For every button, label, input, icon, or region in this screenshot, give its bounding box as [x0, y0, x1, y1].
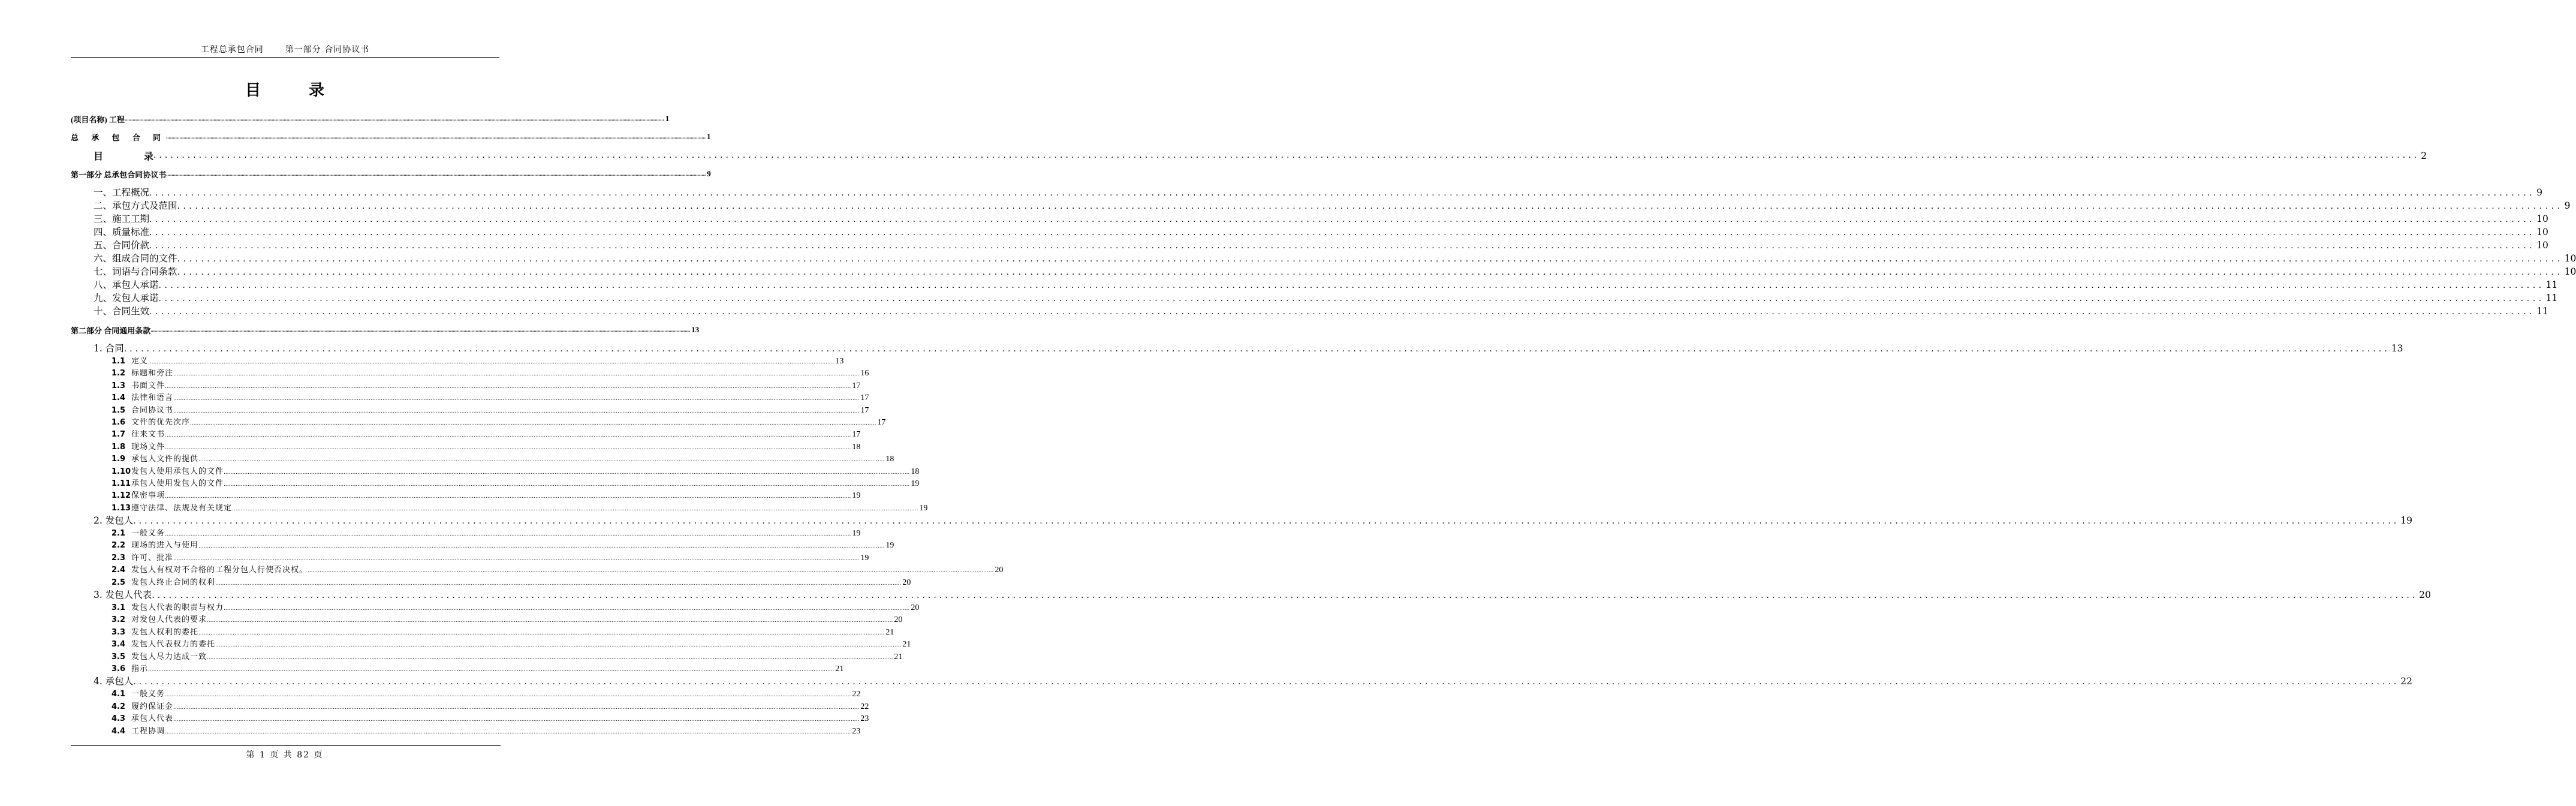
toc-page-number: 2 — [2421, 149, 2427, 161]
toc-entry-subsection[interactable] — [71, 650, 903, 662]
toc-entry-label: 4. 承包人 — [94, 676, 134, 687]
toc-entry-text: 承包人代表 — [131, 714, 174, 724]
header-rule — [71, 57, 499, 58]
toc-page-number: 10 — [2536, 213, 2548, 224]
toc-leader-dots: ................................................................................................................................................................................................................................................................................................................................................................................................................ — [149, 307, 2536, 317]
toc-entry-text: 合同协议书 — [131, 405, 174, 415]
toc-entry-part1-item[interactable] — [71, 199, 2571, 212]
toc-page-number: 10 — [2536, 227, 2548, 237]
toc-page-number: 20 — [894, 615, 903, 625]
toc-entry-text: 许可、批准 — [131, 553, 174, 563]
toc-entry-number: 1.4 — [112, 393, 126, 403]
toc-entry-number: 1.2 — [112, 369, 126, 378]
toc-leader-dots: ................................................................................................................................................................................................................................................................................................................................................................................................................ — [148, 666, 834, 673]
toc-entry-number: 3.6 — [112, 664, 126, 673]
toc-entry-subsection[interactable] — [71, 712, 869, 724]
toc-entry-contents[interactable] — [71, 146, 2427, 165]
toc-entry-label — [112, 650, 207, 661]
toc-page-number: 22 — [852, 690, 861, 699]
toc-entry-subsection[interactable] — [71, 465, 920, 477]
toc-entry-label — [112, 563, 308, 575]
toc-leader-dots: ................................................................................................................................................................................................................................................................................................................................................................................................................ — [215, 642, 902, 649]
toc-leader-dots: ................................................................................................................................................................................................................................................................................................................................................................................................................ — [149, 188, 2536, 198]
toc-entry-part1-item[interactable] — [71, 264, 2576, 278]
header-doc-title: 工程总承包合同 — [200, 45, 264, 55]
toc-entry-text: 法律和语言 — [131, 393, 174, 403]
toc-entry-subsection[interactable] — [71, 563, 1004, 575]
toc-entry-text: 遵守法律、法规及有关规定 — [131, 503, 233, 513]
toc-entry-number: 1.1 — [112, 357, 126, 366]
toc-page-number: 11 — [2536, 306, 2548, 317]
toc-entry-text: 一般义务 — [131, 690, 165, 699]
toc-page-number: 19 — [852, 491, 861, 501]
toc-entry-text: 发包人权利的委托 — [131, 627, 199, 637]
toc-leader-dots: ................................................................................................................................................................................................................................................................................................................................................................................................................ — [153, 151, 2420, 160]
toc-entry-text: 一般义务 — [131, 529, 165, 539]
toc-leader-dots: ................................................................................................................................................................................................................................................................................................................................................................................................................ — [224, 606, 910, 612]
toc-page-number: 17 — [877, 417, 886, 427]
toc-page-number: 17 — [860, 405, 869, 415]
toc-entry-subsection[interactable] — [71, 452, 894, 464]
toc-leader-dots: ................................................................................................................................................................................................................................................................................................................................................................................................................ — [198, 457, 885, 464]
toc-entry-label — [112, 501, 232, 513]
toc-page-number: 18 — [911, 467, 920, 476]
toc-page-number: 13 — [691, 325, 700, 334]
toc-entry-project[interactable] — [71, 110, 670, 128]
toc-entry-part1[interactable] — [71, 165, 711, 183]
toc-page-number: 21 — [894, 652, 903, 661]
toc-entry-label: 3. 发包人代表 — [94, 590, 152, 601]
toc-entry-subsection[interactable] — [71, 724, 861, 736]
toc-entry-number: 1.10 — [112, 467, 131, 476]
toc-entry-subsection[interactable] — [71, 637, 911, 649]
toc-entry-label: 十、合同生效 — [94, 306, 150, 317]
toc-leader-dots: ................................................................................................................................................................................................................................................................................................................................................................................................................ — [165, 531, 851, 538]
toc-leader-dots: ................................................................................................................................................................................................................................................................................................................................................................................................................ — [215, 580, 902, 587]
toc-entry-part1-item[interactable] — [71, 238, 2548, 251]
toc-entry-label — [112, 539, 198, 550]
toc-entry-part1-item[interactable] — [71, 304, 2548, 317]
toc-entry-subsection[interactable] — [71, 576, 911, 588]
toc-leader-dots: ................................................................................................................................................................................................................................................................................................................................................................................................................ — [165, 494, 851, 500]
toc-page-number: 11 — [2545, 279, 2558, 290]
toc-entry-number: 3.5 — [112, 652, 126, 661]
toc-entry-label — [112, 687, 165, 699]
toc-entry-subsection[interactable] — [71, 428, 861, 440]
toc-leader-dots: ................................................................................................................................................................................................................................................................................................................................................................................................................ — [158, 294, 2545, 303]
table-of-contents — [71, 110, 2576, 736]
toc-page-number: 22 — [2400, 676, 2413, 687]
toc-entry-label — [112, 712, 173, 723]
toc-entry-text: 承包人文件的提供 — [131, 455, 199, 464]
toc-entry-label — [112, 354, 148, 366]
toc-entry-subsection[interactable] — [71, 404, 869, 416]
toc-entry-label: 2. 发包人 — [94, 515, 134, 527]
footer-rule — [71, 745, 501, 746]
toc-entry-contract[interactable] — [71, 128, 711, 146]
toc-leader-dots: ................................................................................................................................................................................................................................................................................................................................................................................................................ — [207, 654, 893, 661]
toc-entry-number: 3.4 — [112, 640, 126, 649]
toc-leader-dots: ................................................................................................................................................................................................................................................................................................................................................................................................................ — [173, 408, 860, 414]
toc-entry-number: 4.1 — [112, 690, 126, 699]
toc-page-number: 10 — [2564, 266, 2576, 277]
page-footer: 第 1 页 共 82 页 — [246, 750, 324, 760]
toc-leader-dots: ................................................................................................................................................................................................................................................................................................................................................................................................................ — [149, 228, 2536, 237]
toc-entry-section[interactable] — [71, 674, 2413, 687]
toc-entry-label — [112, 391, 173, 402]
toc-page-number: 19 — [852, 529, 861, 539]
toc-leader-dots: ................................................................................................................................................................................................................................................................................................................................................................................................................ — [133, 516, 2400, 527]
toc-entry-label — [112, 662, 148, 673]
toc-entry-number: 1.11 — [112, 479, 131, 488]
toc-entry-number: 1.5 — [112, 405, 126, 415]
toc-entry-number: 4.4 — [112, 726, 126, 736]
toc-entry-label — [112, 613, 207, 624]
toc-entry-number: 3.3 — [112, 627, 126, 637]
toc-entry-label — [112, 465, 224, 476]
toc-entry-label — [112, 452, 198, 464]
toc-entry-subsection[interactable] — [71, 501, 928, 513]
toc-entry-text: 工程协调 — [131, 726, 165, 736]
toc-entry-section[interactable] — [71, 588, 2432, 601]
toc-leader-dots: ................................................................................................................................................................................................................................................................................................................................................................................................................ — [173, 555, 860, 562]
toc-entry-number: 1.12 — [112, 491, 131, 501]
toc-entry-part1-item[interactable] — [71, 185, 2542, 199]
toc-entry-label — [112, 700, 173, 711]
toc-entry-label — [112, 404, 173, 415]
toc-leader-dots: ................................................................................................................................................................................................................................................................................................................................................................................................................ — [166, 134, 706, 140]
toc-entry-number: 2.5 — [112, 578, 126, 587]
toc-entry-label — [112, 724, 165, 736]
toc-entry-text: 发包人终止合同的权利 — [131, 578, 216, 587]
toc-leader-dots: ................................................................................................................................................................................................................................................................................................................................................................................................................ — [165, 383, 851, 390]
toc-leader-dots: ................................................................................................................................................................................................................................................................................................................................................................................................................ — [177, 202, 2563, 211]
toc-leader-dots: ................................................................................................................................................................................................................................................................................................................................................................................................................ — [177, 254, 2563, 264]
toc-entry-number: 3.2 — [112, 615, 126, 625]
toc-entry-number: 2.3 — [112, 553, 126, 563]
toc-page-number: 1 — [665, 114, 670, 123]
toc-page-number: 19 — [2400, 515, 2413, 527]
toc-page-number: 17 — [852, 381, 861, 390]
toc-page-number: 21 — [835, 664, 844, 673]
toc-entry-subsection[interactable] — [71, 662, 844, 674]
toc-leader-dots: ................................................................................................................................................................................................................................................................................................................................................................................................................ — [165, 432, 851, 439]
toc-entry-number: 1.8 — [112, 442, 126, 452]
toc-entry-label — [112, 416, 190, 427]
toc-leader-dots: ................................................................................................................................................................................................................................................................................................................................................................................................................ — [224, 481, 910, 488]
toc-leader-dots: ................................................................................................................................................................................................................................................................................................................................................................................................................ — [224, 469, 910, 476]
toc-entry-text: 书面文件 — [131, 381, 165, 390]
toc-leader-dots: ................................................................................................................................................................................................................................................................................................................................................................................................................ — [124, 116, 664, 122]
toc-page-number: 20 — [995, 566, 1004, 575]
toc-entry-label: 八、承包人承诺 — [94, 279, 159, 290]
toc-leader-dots: ................................................................................................................................................................................................................................................................................................................................................................................................................ — [166, 171, 706, 177]
toc-page-number: 13 — [835, 357, 844, 366]
toc-entry-number: 3.1 — [112, 603, 126, 613]
page-title: 目 录 — [245, 82, 325, 100]
toc-entry-label — [112, 527, 165, 538]
toc-leader-dots: ................................................................................................................................................................................................................................................................................................................................................................................................................ — [150, 327, 691, 333]
toc-page-number: 21 — [902, 640, 911, 649]
toc-page-number: 9 — [2536, 187, 2542, 198]
toc-leader-dots: ................................................................................................................................................................................................................................................................................................................................................................................................................ — [232, 506, 918, 512]
toc-leader-dots: ................................................................................................................................................................................................................................................................................................................................................................................................................ — [198, 630, 885, 636]
toc-page-number: 16 — [860, 369, 869, 378]
toc-page-number: 9 — [2564, 200, 2571, 211]
toc-entry-part1-item[interactable] — [71, 278, 2558, 291]
toc-entry-label — [112, 601, 224, 612]
toc-page-number: 20 — [911, 603, 920, 613]
toc-page-number: 20 — [2419, 590, 2432, 601]
toc-entry-text: 保密事项 — [131, 491, 165, 501]
toc-entry-part1-item[interactable] — [71, 291, 2558, 304]
toc-entry-subsection[interactable] — [71, 354, 844, 366]
toc-page-number: 19 — [860, 553, 869, 563]
toc-entry-section[interactable] — [71, 513, 2413, 527]
toc-entry-subsection[interactable] — [71, 489, 861, 501]
toc-entry-number: 2.2 — [112, 541, 126, 551]
toc-entry-label: 第一部分 总承包合同协议书 — [71, 170, 167, 179]
toc-page-number: 19 — [919, 503, 928, 513]
toc-leader-dots: ................................................................................................................................................................................................................................................................................................................................................................................................................ — [149, 215, 2536, 224]
toc-entry-subsection[interactable] — [71, 527, 861, 539]
toc-leader-dots: ................................................................................................................................................................................................................................................................................................................................................................................................................ — [308, 568, 994, 575]
toc-entry-text: 对发包人代表的要求 — [131, 615, 207, 625]
toc-entry-text: 履约保证金 — [131, 702, 174, 711]
toc-entry-subsection[interactable] — [71, 687, 861, 699]
toc-entry-label: 1. 合同 — [94, 343, 124, 354]
toc-entry-text: 发包人代表权力的委托 — [131, 640, 216, 649]
toc-page-number: 19 — [885, 541, 894, 551]
toc-page-number: 21 — [885, 627, 894, 637]
toc-entry-label: 九、发包人承诺 — [94, 293, 159, 303]
toc-entry-label — [112, 440, 165, 452]
toc-entry-number: 1.3 — [112, 381, 126, 390]
toc-entry-label — [112, 428, 165, 439]
toc-entry-part1-item[interactable] — [71, 251, 2576, 264]
toc-entry-text: 定义 — [131, 357, 149, 366]
toc-entry-label: 第二部分 合同通用条款 — [71, 326, 151, 335]
toc-entry-subsection[interactable] — [71, 416, 886, 428]
toc-entry-label: (项目名称) 工程 — [71, 115, 125, 124]
toc-entry-number: 2.1 — [112, 529, 126, 539]
toc-page-number: 13 — [2391, 343, 2403, 354]
toc-page-number: 10 — [2564, 253, 2576, 264]
toc-entry-subsection[interactable] — [71, 613, 903, 625]
toc-entry-label — [112, 366, 173, 378]
toc-page-number: 20 — [902, 578, 911, 587]
toc-entry-part2[interactable] — [71, 321, 700, 339]
toc-entry-subsection[interactable] — [71, 366, 869, 378]
toc-entry-number: 1.13 — [112, 503, 131, 513]
toc-entry-label: 五、合同价款 — [94, 240, 150, 251]
toc-entry-label: 六、组成合同的文件 — [94, 253, 177, 264]
toc-entry-text: 指示 — [131, 664, 149, 673]
toc-leader-dots: ................................................................................................................................................................................................................................................................................................................................................................................................................ — [123, 344, 2390, 354]
toc-entry-text: 往来文书 — [131, 430, 165, 440]
toc-entry-label — [112, 379, 165, 390]
toc-entry-label: 目 录 — [94, 150, 154, 162]
toc-entry-label — [112, 625, 198, 637]
toc-leader-dots: ................................................................................................................................................................................................................................................................................................................................................................................................................ — [165, 729, 851, 735]
toc-entry-number: 2.4 — [112, 566, 126, 575]
toc-entry-subsection[interactable] — [71, 601, 920, 613]
toc-entry-text: 现场的进入与使用 — [131, 541, 199, 551]
toc-leader-dots: ................................................................................................................................................................................................................................................................................................................................................................................................................ — [207, 618, 893, 624]
toc-entry-number: 1.9 — [112, 455, 126, 464]
toc-page-number: 17 — [852, 430, 861, 440]
toc-leader-dots: ................................................................................................................................................................................................................................................................................................................................................................................................................ — [165, 444, 851, 451]
toc-leader-dots: ................................................................................................................................................................................................................................................................................................................................................................................................................ — [158, 281, 2545, 290]
toc-entry-label — [112, 576, 215, 587]
toc-entry-number: 4.2 — [112, 702, 126, 711]
toc-entry-text: 标题和旁注 — [131, 369, 174, 378]
toc-entry-subsection[interactable] — [71, 551, 869, 563]
toc-entry-number: 1.6 — [112, 417, 126, 427]
toc-leader-dots: ................................................................................................................................................................................................................................................................................................................................................................................................................ — [165, 692, 851, 699]
toc-page-number: 19 — [911, 479, 920, 488]
toc-entry-text: 发包人有权对不合格的工程分包人行使否决权。 — [131, 566, 308, 575]
toc-page-number: 18 — [885, 455, 894, 464]
toc-entry-label: 总 承 包 合 同 — [71, 133, 167, 142]
toc-entry-text: 现场文件 — [131, 442, 165, 452]
toc-page-number: 10 — [2536, 240, 2548, 251]
toc-page-number: 23 — [860, 714, 869, 724]
toc-entry-label: 一、工程概况 — [94, 187, 150, 198]
toc-entry-label — [112, 551, 173, 563]
toc-entry-section[interactable] — [71, 341, 2403, 354]
toc-leader-dots: ................................................................................................................................................................................................................................................................................................................................................................................................................ — [190, 420, 876, 426]
header-part-title: 第一部分 合同协议书 — [285, 45, 370, 55]
toc-leader-dots: ................................................................................................................................................................................................................................................................................................................................................................................................................ — [173, 704, 860, 711]
toc-page-number: 17 — [860, 393, 869, 403]
toc-entry-part1-item[interactable] — [71, 212, 2548, 225]
toc-entry-label: 二、承包方式及范围 — [94, 200, 177, 211]
toc-entry-text: 发包人尽力达成一致 — [131, 652, 207, 661]
toc-leader-dots: ................................................................................................................................................................................................................................................................................................................................................................................................................ — [177, 267, 2563, 277]
toc-page-number: 22 — [860, 702, 869, 711]
toc-entry-label: 三、施工工期 — [94, 213, 150, 224]
toc-entry-text: 承包人使用发包人的文件 — [131, 479, 224, 488]
toc-entry-text: 发包人使用承包人的文件 — [131, 467, 224, 476]
toc-entry-label — [112, 489, 165, 500]
toc-entry-subsection[interactable] — [71, 539, 894, 551]
toc-entry-subsection[interactable] — [71, 379, 861, 391]
toc-leader-dots: ................................................................................................................................................................................................................................................................................................................................................................................................................ — [173, 371, 860, 378]
toc-leader-dots: ................................................................................................................................................................................................................................................................................................................................................................................................................ — [148, 359, 834, 365]
toc-entry-label — [112, 637, 215, 649]
toc-leader-dots: ................................................................................................................................................................................................................................................................................................................................................................................................................ — [173, 717, 860, 723]
toc-leader-dots: ................................................................................................................................................................................................................................................................................................................................................................................................................ — [152, 591, 2418, 601]
toc-entry-subsection[interactable] — [71, 625, 894, 637]
toc-entry-subsection[interactable] — [71, 700, 869, 712]
toc-entry-text: 文件的优先次序 — [131, 417, 191, 427]
toc-entry-label: 四、质量标准 — [94, 227, 150, 237]
running-header — [71, 43, 499, 55]
toc-entry-label — [112, 477, 224, 488]
toc-page-number: 11 — [2545, 293, 2558, 303]
toc-page-number: 1 — [707, 132, 711, 141]
toc-leader-dots: ................................................................................................................................................................................................................................................................................................................................................................................................................ — [133, 677, 2400, 687]
toc-entry-label: 七、词语与合同条款 — [94, 266, 177, 277]
toc-leader-dots: ................................................................................................................................................................................................................................................................................................................................................................................................................ — [198, 543, 885, 550]
toc-entry-number: 1.7 — [112, 430, 126, 440]
toc-entry-subsection[interactable] — [71, 440, 861, 452]
toc-entry-part1-item[interactable] — [71, 225, 2548, 238]
toc-entry-subsection[interactable] — [71, 477, 920, 489]
toc-page-number: 23 — [852, 726, 861, 736]
toc-page-number: 9 — [707, 169, 711, 178]
toc-entry-subsection[interactable] — [71, 391, 869, 403]
toc-leader-dots: ................................................................................................................................................................................................................................................................................................................................................................................................................ — [173, 396, 860, 402]
toc-entry-number: 4.3 — [112, 714, 126, 724]
toc-page-number: 18 — [852, 442, 861, 452]
toc-entry-text: 发包人代表的职责与权力 — [131, 603, 224, 613]
toc-leader-dots: ................................................................................................................................................................................................................................................................................................................................................................................................................ — [149, 241, 2536, 251]
